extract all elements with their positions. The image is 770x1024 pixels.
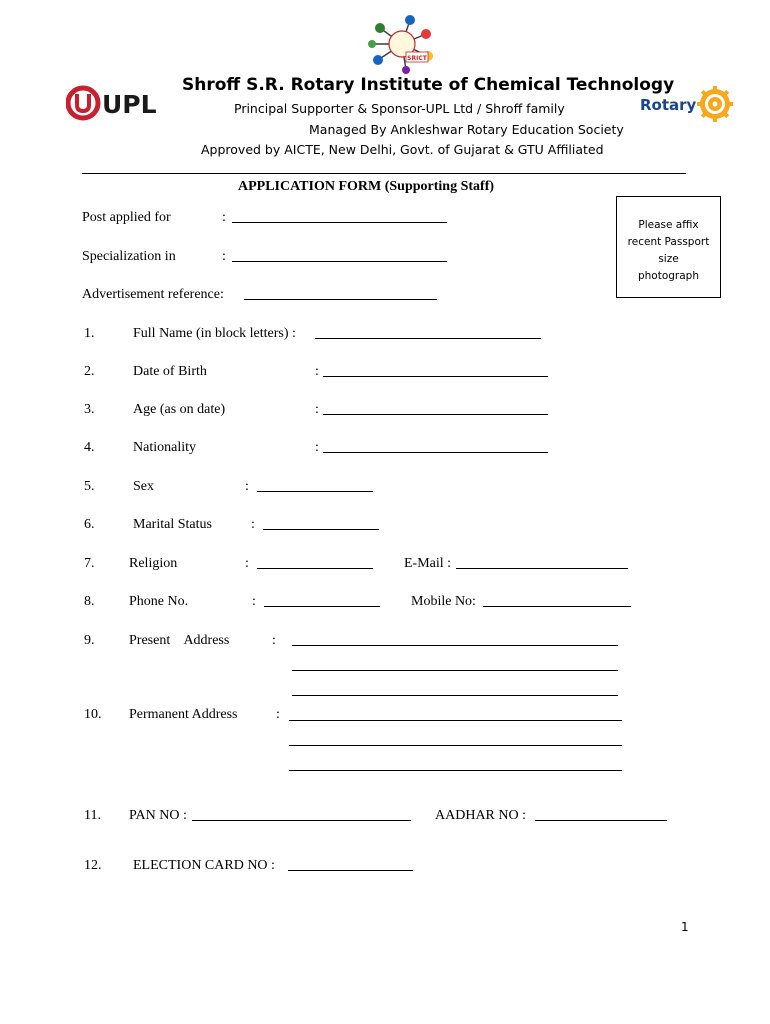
header-managed-line: Managed By Ankleshwar Rotary Education Society <box>309 122 624 137</box>
religion-field[interactable] <box>257 568 373 569</box>
srict-logo-text: SRICT <box>407 55 427 62</box>
present-address-label: Present Address <box>129 633 230 648</box>
age-colon: : <box>315 402 319 417</box>
marital-status-label: Marital Status <box>133 517 212 532</box>
photo-box-line-2: recent Passport <box>627 236 710 248</box>
aadhar-field[interactable] <box>535 820 667 821</box>
advertisement-label: Advertisement reference: <box>82 287 224 302</box>
permanent-address-line-2[interactable] <box>289 745 622 746</box>
item-number-7: 7. <box>84 556 95 571</box>
item-number-2: 2. <box>84 364 95 379</box>
date-of-birth-colon: : <box>315 364 319 379</box>
sex-field[interactable] <box>257 491 373 492</box>
permanent-address-label: Permanent Address <box>129 707 238 722</box>
header-approved-line: Approved by AICTE, New Delhi, Govt. of Gujarat & GTU Affiliated <box>201 142 604 157</box>
photo-box-line-3: size <box>658 253 679 265</box>
post-applied-colon: : <box>222 210 226 225</box>
post-applied-field[interactable] <box>232 222 447 223</box>
religion-colon: : <box>245 556 249 571</box>
nationality-colon: : <box>315 440 319 455</box>
full-name-label: Full Name (in block letters) : <box>133 326 296 341</box>
marital-status-colon: : <box>251 517 255 532</box>
item-number-9: 9. <box>84 633 95 648</box>
item-number-6: 6. <box>84 517 95 532</box>
age-field[interactable] <box>323 414 548 415</box>
present-address-line-3[interactable] <box>292 695 618 696</box>
permanent-address-line-3[interactable] <box>289 770 622 771</box>
present-address-line-1[interactable] <box>292 645 618 646</box>
nationality-label: Nationality <box>133 440 196 455</box>
photo-box <box>616 196 721 298</box>
permanent-address-colon: : <box>276 707 280 722</box>
permanent-address-line-1[interactable] <box>289 720 622 721</box>
item-number-1: 1. <box>84 326 95 341</box>
item-number-11: 11. <box>84 808 101 823</box>
sex-label: Sex <box>133 479 154 494</box>
phone-colon: : <box>252 594 256 609</box>
srict-logo <box>366 14 438 74</box>
item-number-8: 8. <box>84 594 95 609</box>
upl-logo <box>66 84 170 122</box>
date-of-birth-label: Date of Birth <box>133 364 207 379</box>
item-number-12: 12. <box>84 858 102 873</box>
mobile-field[interactable] <box>483 606 631 607</box>
photo-box-line-4: photograph <box>637 270 700 282</box>
page-number: 1 <box>681 920 689 934</box>
upl-logo-text: UPL <box>102 90 157 119</box>
header-divider <box>82 173 686 174</box>
date-of-birth-field[interactable] <box>323 376 548 377</box>
present-address-line-2[interactable] <box>292 670 618 671</box>
item-number-10: 10. <box>84 707 102 722</box>
item-number-3: 3. <box>84 402 95 417</box>
specialization-colon: : <box>222 249 226 264</box>
sex-colon: : <box>245 479 249 494</box>
photo-box-line-1: Please affix <box>638 219 699 231</box>
email-label: E-Mail : <box>404 556 452 571</box>
phone-field[interactable] <box>264 606 380 607</box>
pan-label: PAN NO : <box>129 808 187 823</box>
advertisement-field[interactable] <box>244 299 437 300</box>
phone-label: Phone No. <box>129 594 189 609</box>
post-applied-label: Post applied for <box>82 210 171 225</box>
rotary-logo-text: Rotary <box>640 96 697 114</box>
mobile-label: Mobile No: <box>411 594 476 609</box>
full-name-field[interactable] <box>315 338 541 339</box>
present-address-colon: : <box>272 633 276 648</box>
election-card-label: ELECTION CARD NO : <box>133 858 275 873</box>
email-field[interactable] <box>456 568 628 569</box>
institute-name: Shroff S.R. Rotary Institute of Chemical Technology <box>182 75 675 95</box>
specialization-field[interactable] <box>232 261 447 262</box>
aadhar-label: AADHAR NO : <box>435 808 526 823</box>
election-card-field[interactable] <box>288 870 413 871</box>
pan-field[interactable] <box>192 820 411 821</box>
specialization-label: Specialization in <box>82 249 176 264</box>
marital-status-field[interactable] <box>263 529 379 530</box>
item-number-4: 4. <box>84 440 95 455</box>
header-sponsor-line: Principal Supporter & Sponsor-UPL Ltd / Shroff family <box>234 101 565 116</box>
religion-label: Religion <box>129 556 178 571</box>
age-label: Age (as on date) <box>133 402 226 417</box>
form-title: APPLICATION FORM (Supporting Staff) <box>238 179 495 194</box>
nationality-field[interactable] <box>323 452 548 453</box>
item-number-5: 5. <box>84 479 95 494</box>
